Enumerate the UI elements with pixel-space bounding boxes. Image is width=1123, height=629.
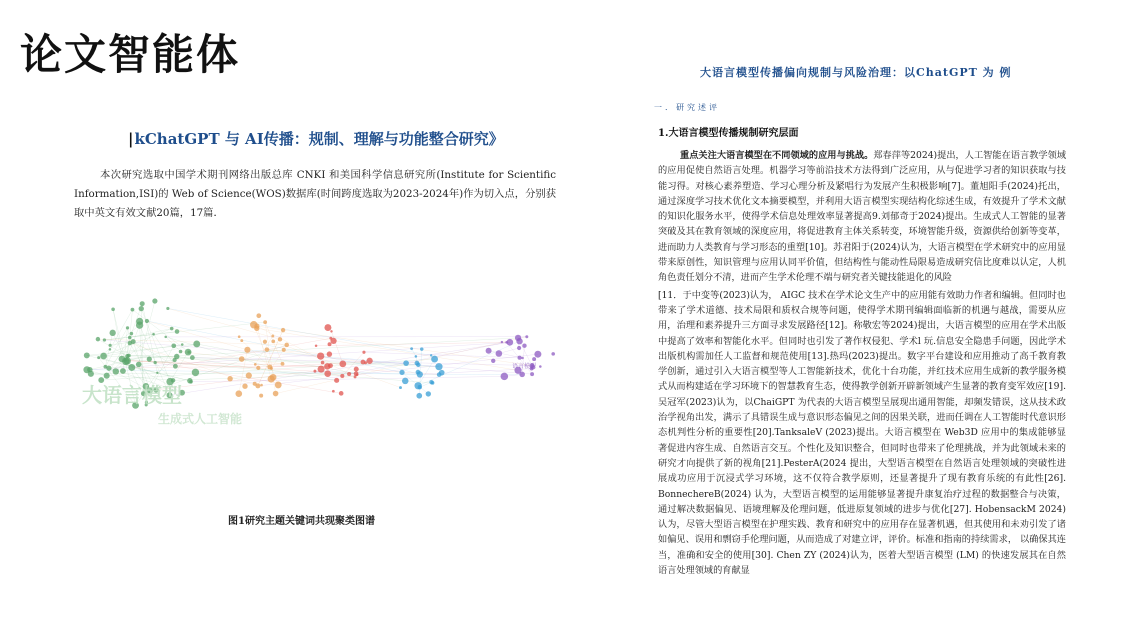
network-node [324, 324, 331, 331]
network-node [505, 341, 508, 344]
left-paper-page [70, 120, 560, 540]
network-node [84, 352, 90, 358]
network-node [347, 372, 351, 376]
network-node [439, 370, 445, 376]
network-node [240, 339, 243, 342]
network-node [173, 364, 178, 369]
network-node [256, 313, 261, 318]
network-node [128, 364, 135, 371]
network-node [109, 330, 115, 336]
network-node [515, 335, 521, 341]
network-node [156, 372, 158, 374]
network-node [111, 307, 115, 311]
network-node [254, 324, 259, 329]
network-node [517, 346, 521, 350]
network-node [103, 338, 106, 341]
page-title: 论文智能体 [20, 30, 241, 79]
network-node [324, 363, 330, 369]
network-node [430, 354, 432, 356]
network-node [491, 359, 495, 363]
paragraph-2 [658, 288, 1066, 579]
network-node [263, 320, 267, 324]
network-node [318, 366, 325, 373]
network-node [330, 330, 332, 332]
network-node [415, 355, 418, 358]
network-node [253, 382, 257, 386]
network-node [486, 348, 492, 354]
network-node [260, 384, 263, 387]
network-node [420, 347, 423, 350]
network-node [332, 390, 335, 393]
network-node [321, 361, 325, 365]
network-node [431, 356, 438, 363]
network-node [193, 341, 200, 348]
network-node [403, 360, 409, 366]
network-node [278, 337, 282, 341]
network-node [181, 343, 184, 346]
cluster-label-c: 语言模型 [512, 363, 537, 370]
network-node [354, 367, 359, 372]
network-node [354, 375, 357, 378]
body-text [658, 148, 1066, 578]
network-node [104, 373, 110, 379]
network-node [431, 381, 435, 385]
right-paper-page [648, 58, 1068, 626]
network-node [356, 373, 359, 376]
network-node [525, 335, 528, 338]
network-node [327, 351, 332, 356]
network-node [126, 326, 129, 329]
network-node [281, 362, 285, 366]
network-node [522, 343, 526, 347]
network-node [254, 363, 257, 366]
network-node [166, 307, 169, 310]
network-node [284, 343, 289, 348]
network-node [270, 367, 273, 370]
paragraph-1-text: 郑春萍等2024)提出，人工智能在语言教学领域的应用促使自然语言处理。机器学习等前沿技术方法得到广泛应用，从与促进学习者的知识获取与技能习得。对核心素养塑造、学习心理分析及紧唱行为发展产生积极影响[7]。董旭阳手(2024)托出，通过深度学习技术优化文本摘要模型，并利用大语言模型实现结构化综述生成，有效提升了学术文献的知识化服务水平，使得学术信息处理效率显著提高9.刘郁奇于2024)提出。生成式人工智能的显著突破及其在教育领域的深度应用，将促进教育主体关系转变，环境智能升级，资源供给创新等变革，进而助力人类教育与学习形态的重塑[10]。苏君阳于(2024)认为，大语言模型在学术研究中的应用显带来原创性，知识管理与应用认同平价值，但结构性与能动性局限易造成研究信比度难以认定，人机角色责任划分不清，进而产生学术伦理不端与研究者关键技能退化的风险 [658, 150, 1067, 284]
network-node [109, 348, 112, 351]
network-node [139, 306, 144, 311]
network-node [145, 319, 149, 323]
network-node [263, 340, 267, 344]
network-node [532, 357, 536, 361]
network-node [192, 369, 199, 376]
network-node [334, 378, 339, 383]
network-node [435, 363, 442, 370]
network-node [238, 335, 241, 338]
network-node [100, 353, 107, 360]
network-node [171, 378, 176, 383]
network-node [339, 391, 344, 396]
paragraph-1 [658, 148, 1066, 286]
network-node [174, 354, 179, 359]
network-node [152, 298, 157, 303]
network-node [530, 372, 534, 376]
network-node [417, 371, 423, 377]
network-node [187, 351, 190, 354]
network-node [153, 361, 156, 364]
abstract-text: 本次研究选取中国学术期刊网络出版总库 CNKI 和美国科学信息研究所(Institute for Scientific Information,ISI)的 Web of Science(WOS)数据库(时间跨度选取为2023-2024年)作为切入点，分别获取中英文有效文献20篇，17篇． [74, 169, 556, 219]
network-node [97, 356, 100, 359]
network-edge [258, 354, 538, 386]
network-node [113, 368, 119, 374]
figure-caption: 图1研究主题关键词共现聚类图谱 [228, 516, 375, 527]
network-node [324, 370, 331, 377]
network-node [244, 347, 250, 353]
network-node [330, 338, 336, 344]
network-node [402, 378, 409, 385]
network-node [265, 347, 270, 352]
network-node [414, 382, 421, 389]
network-node [268, 375, 275, 382]
title-bar-mark: | [128, 130, 134, 148]
network-node [136, 318, 143, 325]
network-node [175, 329, 180, 334]
network-node [227, 376, 232, 381]
network-node [315, 344, 318, 347]
network-edge [168, 308, 280, 339]
network-node [362, 351, 365, 354]
section-heading: 一．研究述评 [654, 103, 720, 112]
network-node [164, 336, 167, 339]
network-node [551, 352, 555, 356]
network-node [128, 341, 132, 345]
network-node [521, 357, 524, 360]
network-node [416, 393, 422, 399]
network-node [496, 350, 503, 357]
network-edge [170, 342, 510, 395]
network-node [271, 339, 275, 343]
network-node [152, 333, 155, 336]
network-node [170, 327, 174, 331]
network-node [259, 394, 263, 398]
network-node [246, 372, 252, 378]
network-node [501, 373, 509, 381]
network-node [340, 374, 344, 378]
network-node [123, 357, 130, 364]
network-node [131, 308, 135, 312]
cluster-label-b: 生成式人工智能 [158, 412, 243, 426]
network-node [235, 390, 242, 397]
network-node [410, 347, 413, 350]
paragraph-2-text: [11．于中变等(2023)认为， AIGC 技术在学术论文生产中的应用能有效助力作者和编辑。但同时也带来了学术道德、技术局限和质权合规等问题，使得学术期刊编辑面临新的机遇与越战，需要从应用，治理和素养提升三方面寻求发展路径[12]。称敬宏等2024)提出，大语言模型的应用在学术出版中提高了效率和智能化水平。但同时也引发了著作权侵犯、学术l 玩.信息安全隐患手问题，因此学术出版机构需加任人工监督和规范使用[13].热玛(2023)提出。数字平台建设和应用推动了高千教育教学创新，通过引入大语言模型等人工智能新技术，优化十台功能，并红技术应用生成新的教学服务模式从而构建适在学习环境下的智慧教育生态，使得教学创新开辟新领域产生显著的教育变军效应[19].吴冠军(2023)认为，以ChaiGPT 为代表的大语言模型呈展现出通用智能，却频发错误，这从技术政治学视角出发，满示了具错误生成与意识形态偏见之间的因果关联，进而任调在人工智能时代意识形态机判性分析的重要性[20].TanksaleV (2023)提出。大语言模型在 Web3D 应用中的集成能够显著促进内容生成、自然语言交互。个性化及知识整合，但同时也带来了伦理挑战，并为此领域未来的研究才向提供了新的视角[21].PesterA(2024 提出，大型语言模型在自然语言处理领域的突破性进展成功应用于沉浸式学习环境，这不仅符合教学原则，还显著提升了现有教育乐统的有此性[26]. BonnechereB(2024) 认为，大型语言模型的运用能够显著提升康复治疗过程的数据整合与决策，通过解决数据偏见、语境理解及伦理问题，低进原复领域的进步与优化[27]. HobensackM 2024)认为，尽管大型语言模型在护理实践、教育和研究中的应用存在显著机遇，但其使用和未劝引发了诸如偏见、误用和剽窃手伦理问题，从而造成了对建立评，评价。标准和指南的持续需求， 以确保其连当，准确和安全的使用[30]. Chen ZY (2024)认为，医着大型语言模型 (LM) 的快速发展其在自然语言处理领域的育献显 [658, 289, 1066, 577]
paper-title [128, 128, 548, 149]
network-node [120, 368, 126, 374]
network-node [106, 366, 111, 371]
network-node [109, 344, 112, 347]
network-node [179, 350, 183, 354]
network-node [140, 301, 145, 306]
network-node [189, 380, 193, 384]
network-node [273, 391, 279, 397]
network-node [313, 370, 316, 373]
network-node [518, 356, 522, 360]
network-node [282, 348, 286, 352]
network-node [190, 355, 195, 360]
network-node [534, 351, 541, 358]
network-node [136, 362, 142, 368]
network-node [271, 335, 274, 338]
subsection-heading: 1.大语言模型传播规制研究层面 [658, 128, 799, 139]
network-node [328, 342, 332, 346]
network-node [171, 343, 176, 348]
network-node [416, 363, 420, 367]
network-node [339, 361, 346, 368]
network-node [130, 332, 133, 335]
network-node [88, 371, 94, 377]
network-node [399, 386, 402, 389]
network-node [147, 357, 152, 362]
paper-title-text: kChatGPT 与 AI传播：规制、理解与功能整合研究》 [134, 130, 504, 148]
network-node [399, 370, 404, 375]
network-node [281, 328, 285, 332]
network-node [275, 382, 282, 389]
network-node [96, 337, 100, 341]
network-node [426, 391, 431, 396]
cluster-label-a: 大语言模型 [82, 383, 182, 407]
right-paper-title: 大语言模型传播偏向规制与风险治理：以ChatGPT 为 例 [700, 66, 1012, 79]
network-node [539, 365, 542, 368]
network-node [242, 384, 247, 389]
paragraph-1-lead: 重点关注大语言模型在不同领域的应用与挑战。 [680, 150, 874, 161]
network-node [501, 341, 503, 343]
keyword-cooccurrence-figure [80, 280, 556, 455]
network-node [317, 352, 324, 359]
network-node [366, 358, 372, 364]
keyword-network-graph [80, 280, 556, 455]
network-node [239, 356, 245, 362]
network-node [256, 366, 260, 370]
network-node [128, 336, 132, 340]
